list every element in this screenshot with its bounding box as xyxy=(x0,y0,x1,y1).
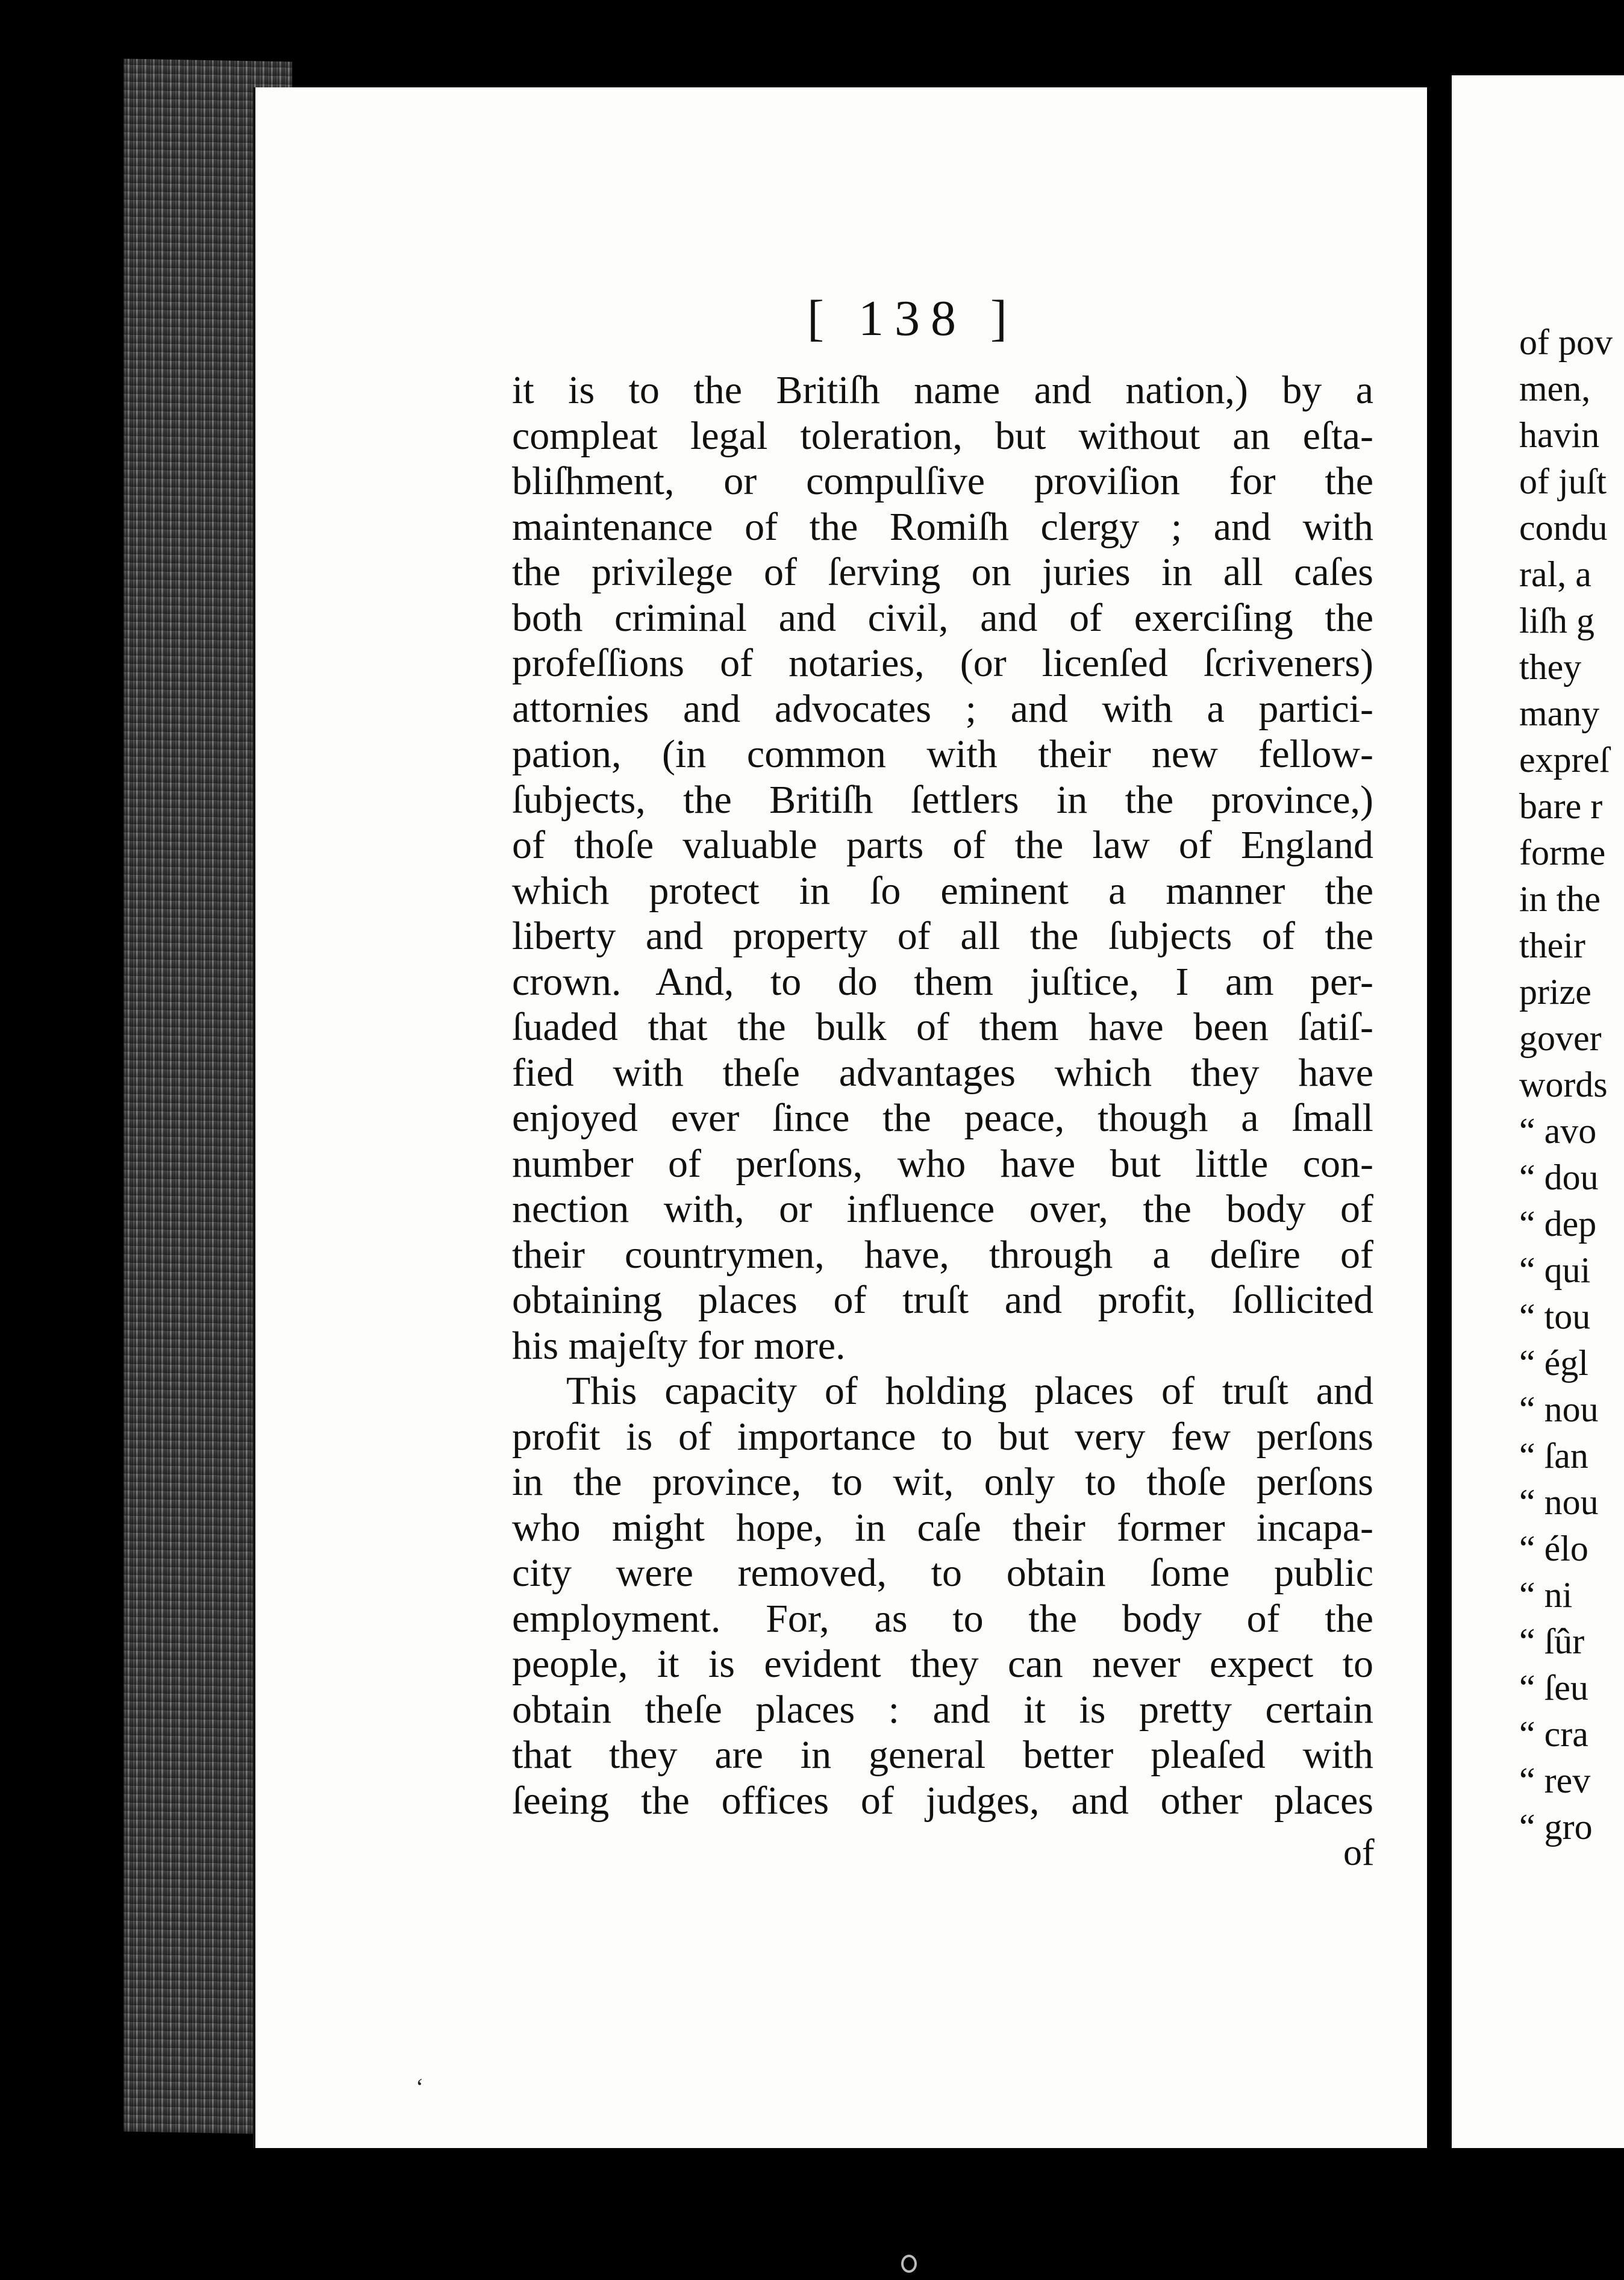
facing-text-line: of juſt xyxy=(1519,462,1607,501)
facing-text-line: “ ſûr xyxy=(1519,1621,1585,1661)
text-line: city were removed, to obtain ſome public xyxy=(512,1551,1373,1595)
text-line: of thoſe valuable parts of the law of England xyxy=(512,823,1373,867)
facing-text-line: “ rev xyxy=(1519,1761,1591,1800)
facing-text-line: “ dep xyxy=(1519,1204,1597,1244)
facing-text-line: bare r xyxy=(1519,786,1603,826)
text-line: their countrymen, have, through a deſire of xyxy=(512,1232,1373,1277)
text-line: attornies and advocates ; and with a partici- xyxy=(512,686,1373,731)
text-line: enjoyed ever ſince the peace, though a ſmall xyxy=(512,1096,1373,1140)
text-line: maintenance of the Romiſh clergy ; and with xyxy=(512,504,1373,549)
text-line: that they are in general better pleaſed with xyxy=(512,1733,1373,1777)
facing-text-line: they xyxy=(1519,647,1582,687)
facing-text-line: in the xyxy=(1519,879,1601,919)
facing-text-line: “ nou xyxy=(1519,1482,1599,1522)
facing-text-line: “ avo xyxy=(1519,1111,1597,1151)
facing-page-text xyxy=(1519,319,1613,1850)
facing-text-line: “ élo xyxy=(1519,1529,1588,1568)
text-line: profit is of importance to but very few perſons xyxy=(512,1414,1373,1459)
facing-text-line: condu xyxy=(1519,508,1608,548)
facing-text-line: “ ſeu xyxy=(1519,1668,1588,1708)
page-body-text xyxy=(512,368,1373,1823)
facing-text-line: “ qui xyxy=(1519,1250,1591,1290)
facing-text-line: “ ſan xyxy=(1519,1436,1588,1476)
facing-text-line: expreſ xyxy=(1519,740,1610,780)
text-line: ſeeing the offices of judges, and other places xyxy=(512,1778,1373,1823)
text-line: in the province, to wit, only to thoſe perſons xyxy=(512,1460,1373,1504)
text-line: both criminal and civil, and of exerciſing the xyxy=(512,595,1373,640)
page-number: [ 138 ] xyxy=(807,290,1018,346)
facing-text-line: many xyxy=(1519,694,1600,733)
facing-text-line: “ cra xyxy=(1519,1714,1588,1754)
text-line: compleat legal toleration, but without an eſta- xyxy=(512,413,1373,458)
facing-text-line: havin xyxy=(1519,415,1600,455)
facing-text-line: men, xyxy=(1519,369,1591,409)
text-line: liberty and property of all the ſubjects of the xyxy=(512,914,1373,958)
text-line: ſubjects, the Britiſh ſettlers in the province,) xyxy=(512,777,1373,822)
text-line: who might hope, in caſe their former incapa- xyxy=(512,1505,1373,1550)
text-line: his majeſty for more. xyxy=(512,1323,846,1368)
text-line: fied with theſe advantages which they have xyxy=(512,1050,1373,1095)
text-line: employment. For, as to the body of the xyxy=(512,1596,1373,1641)
text-line: obtain theſe places : and it is pretty certain xyxy=(512,1687,1373,1732)
text-line: crown. And, to do them juſtice, I am per- xyxy=(512,959,1373,1004)
text-line: This capacity of holding places of truſt and xyxy=(566,1369,1373,1413)
text-line: which protect in ſo eminent a manner the xyxy=(512,868,1373,913)
facing-text-line: “ égl xyxy=(1519,1343,1588,1383)
text-line: pation, (in common with their new fellow- xyxy=(512,732,1373,776)
facing-text-line: “ dou xyxy=(1519,1157,1599,1197)
binding-hole-mark xyxy=(901,2255,917,2273)
text-line: obtaining places of truſt and profit, ſollicited xyxy=(512,1278,1373,1322)
facing-text-line: their xyxy=(1519,925,1585,965)
catchword: of xyxy=(1343,1832,1375,1873)
facing-text-line: “ ni xyxy=(1519,1575,1573,1615)
facing-text-line: gover xyxy=(1519,1018,1602,1058)
text-line: profeſſions of notaries, (or licenſed ſcriveners) xyxy=(512,641,1373,685)
facing-text-line: “ nou xyxy=(1519,1389,1599,1429)
facing-text-line: prize xyxy=(1519,972,1591,1012)
text-line: people, it is evident they can never expect to xyxy=(512,1642,1373,1686)
text-line: it is to the Britiſh name and nation,) by a xyxy=(512,368,1373,412)
ink-speck: ‘ xyxy=(416,2073,424,2100)
text-line: the privilege of ſerving on juries in all caſes xyxy=(512,550,1373,594)
text-line: bliſhment, or compulſive proviſion for the xyxy=(512,459,1373,503)
facing-text-line: words xyxy=(1519,1065,1608,1104)
text-line: nection with, or influence over, the body of xyxy=(512,1187,1373,1231)
facing-text-line: “ tou xyxy=(1519,1297,1591,1336)
facing-text-line: ral, a xyxy=(1519,554,1591,594)
text-line: number of perſons, who have but little con- xyxy=(512,1141,1373,1186)
facing-text-line: of pov xyxy=(1519,322,1613,362)
facing-text-line: forme xyxy=(1519,833,1606,872)
text-line: ſuaded that the bulk of them have been ſatiſ- xyxy=(512,1005,1373,1049)
facing-text-line: “ gro xyxy=(1519,1807,1593,1847)
facing-text-line: liſh g xyxy=(1519,601,1595,640)
